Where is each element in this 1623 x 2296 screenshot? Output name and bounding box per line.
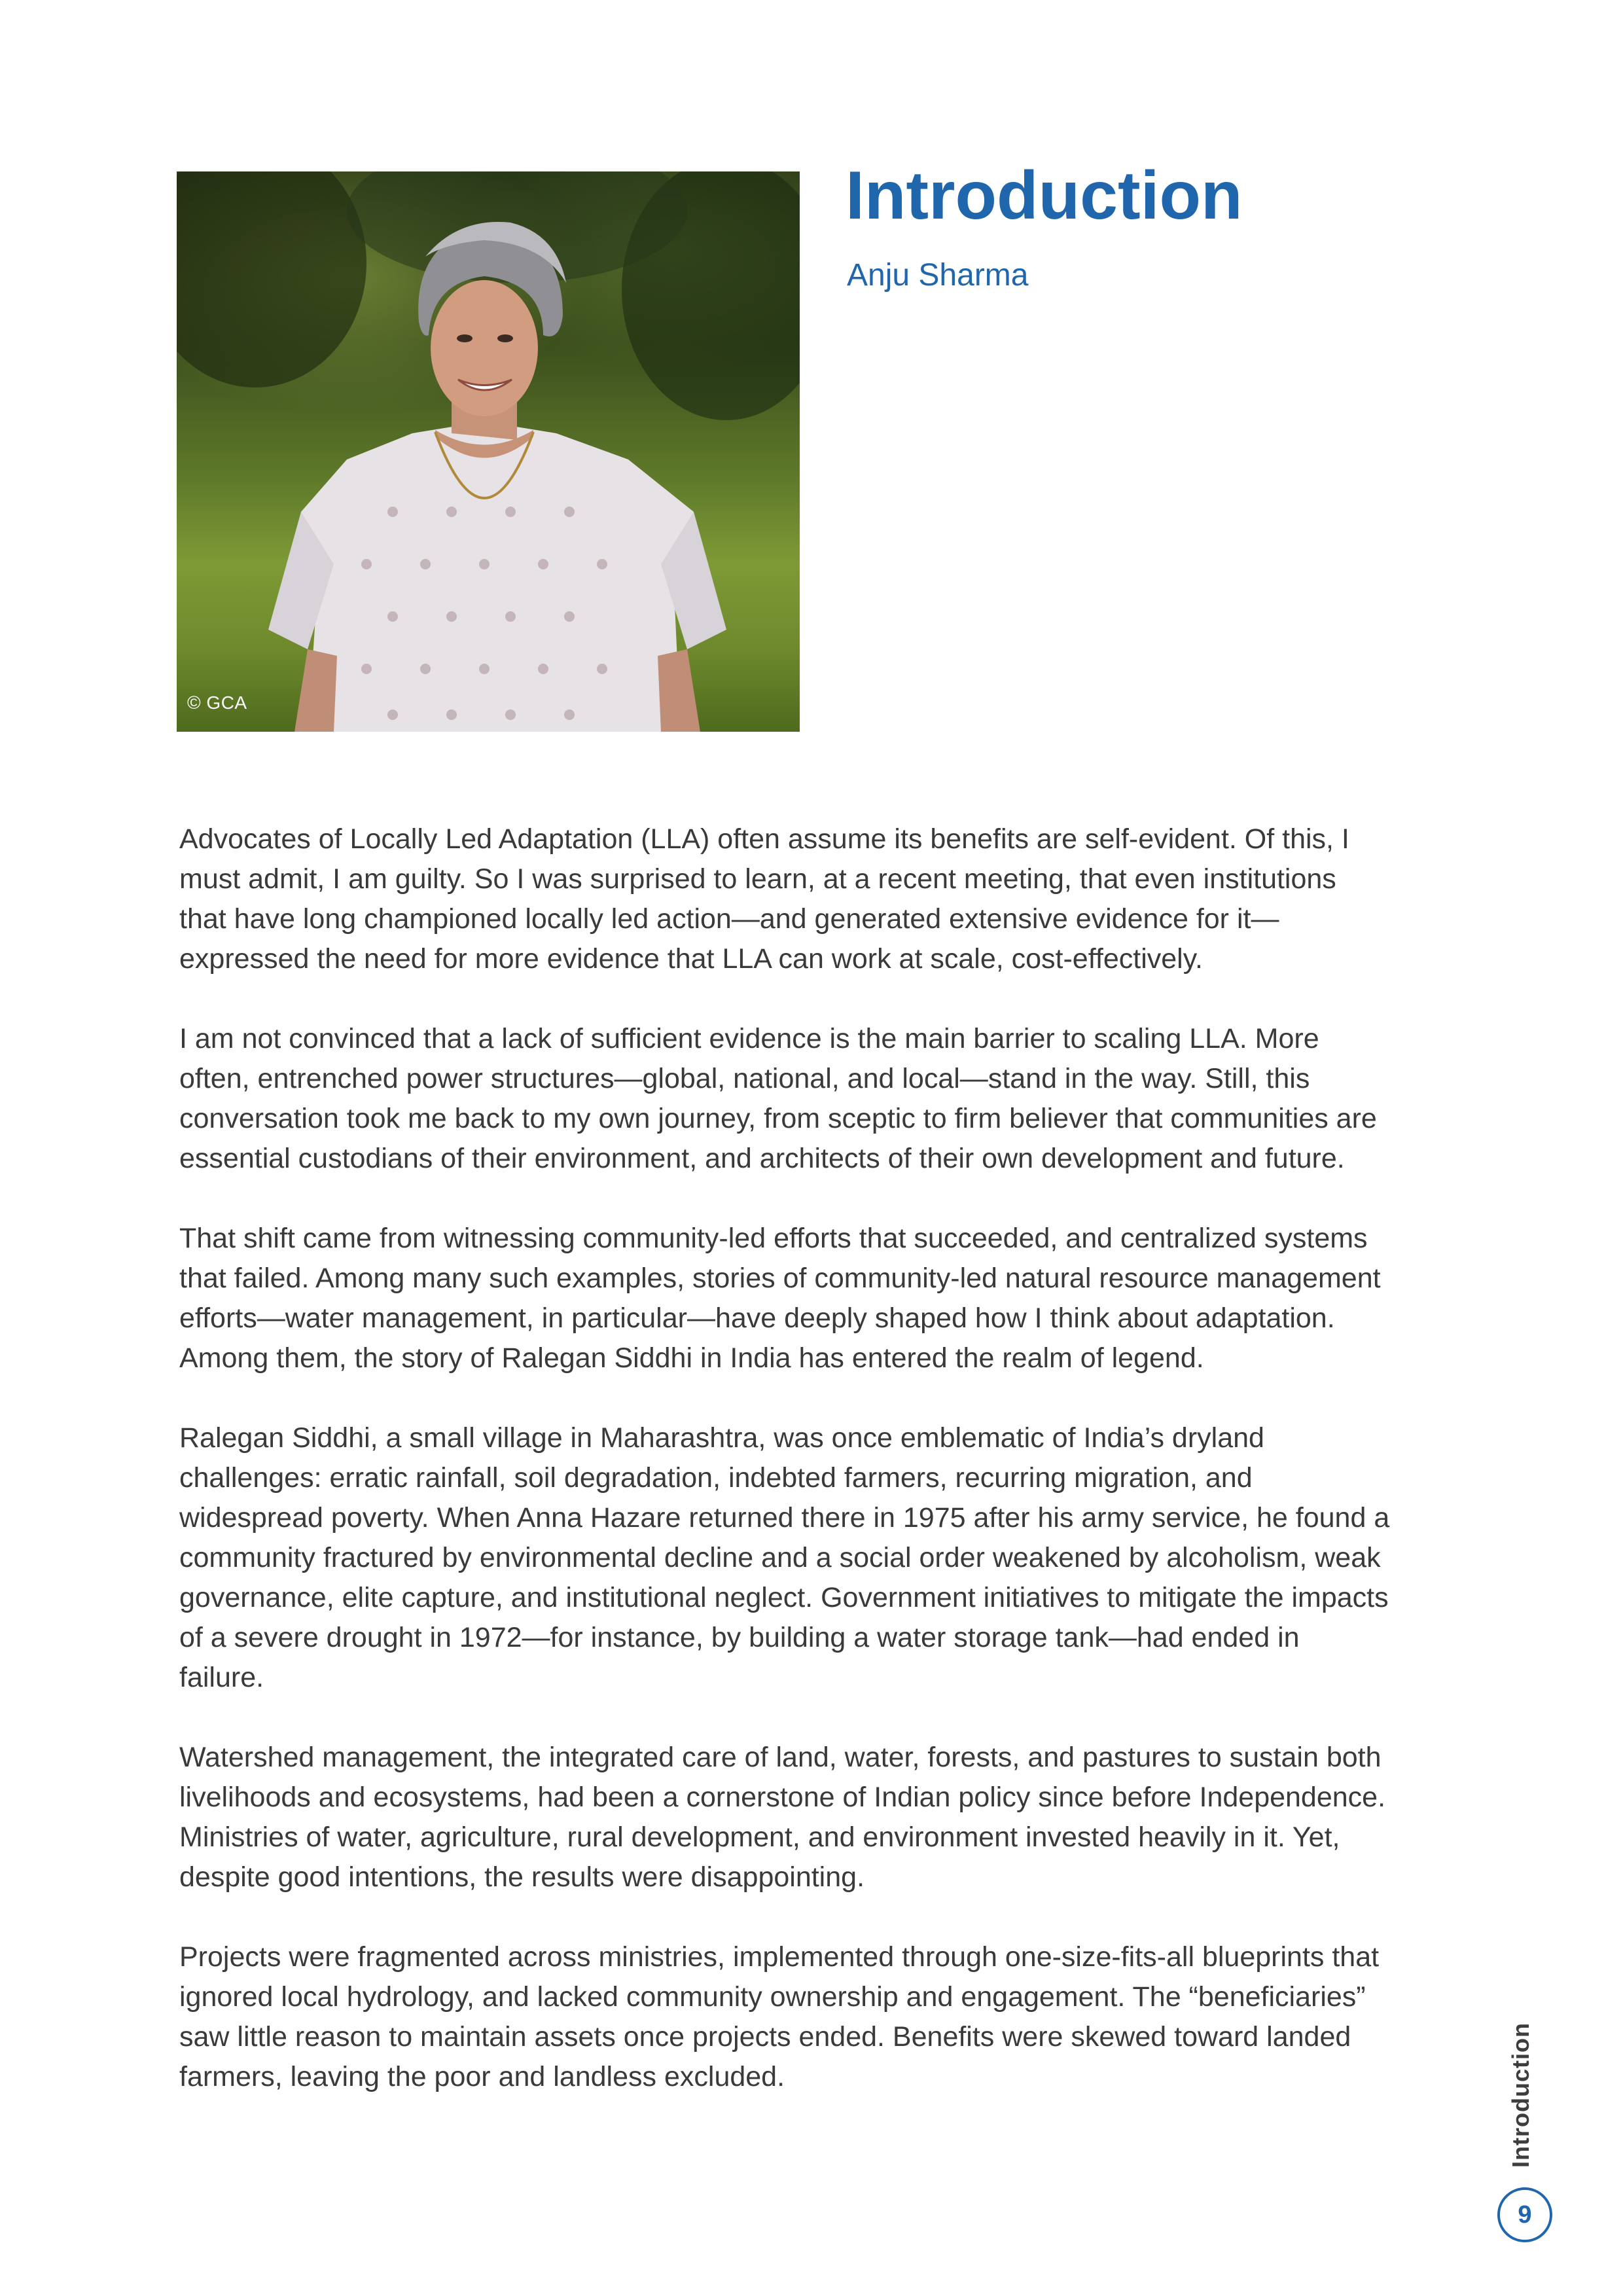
portrait-illustration — [177, 171, 800, 732]
author-portrait-photo — [177, 171, 800, 732]
paragraph-1: Advocates of Locally Led Adaptation (LLA) often assume its benefits are self-evident. Of this, I must admit, I am guilty. So I was surprised to learn, at a recent meeting, that even institutions that have long championed locally led action—and generated extensive evidence for it—expressed the need for more evidence that LLA can work at scale, cost-effectively. — [179, 823, 1349, 975]
photo-credit: © GCA — [187, 692, 247, 713]
section-side-label: Introduction — [1507, 2022, 1534, 2168]
paragraph-2: I am not convinced that a lack of sufficient evidence is the main barrier to scaling LLA. More often, entrenched power structures—global, national, and local—stand in the way. Still, this conversation took me back to my own journey, from sceptic to firm believer that communities are essential custodians of their environment, and architects of their own development and future. — [179, 1023, 1377, 1174]
paragraph-5: Watershed management, the integrated care of land, water, forests, and pastures to sustain both livelihoods and ecosystems, had been a cornerstone of Indian policy since before Independence. Ministries of water, agriculture, rural development, and environment invested heavily in it. Yet, despite good intentions, the results were disappointing. — [179, 1742, 1386, 1893]
page-title: Introduction — [846, 158, 1243, 234]
paragraph-6: Projects were fragmented across ministries, implemented through one-size-fits-all blueprints that ignored local hydrology, and lacked community ownership and engagement. The “beneficiaries” saw little reason to maintain assets once projects ended. Benefits were skewed toward landed farmers, leaving the poor and landless excluded. — [179, 1941, 1380, 2092]
author-name: Anju Sharma — [847, 258, 1029, 293]
paragraph-4: Ralegan Siddhi, a small village in Maharashtra, was once emblematic of India’s dryland challenges: erratic rainfall, soil degradation, indebted farmers, recurring migration, and widespread poverty. When Anna Hazare returned there in 1975 after his army service, he found a community fractured by environmental decline and a social order weakened by alcoholism, weak governance, elite capture, and institutional neglect. Government initiatives to mitigate the impacts of a severe drought in 1972—for instance, by building a water storage tank—had ended in failure. — [179, 1422, 1390, 1693]
page-number-badge: 9 — [1497, 2187, 1552, 2242]
body-text — [179, 819, 1390, 2137]
paragraph-3: That shift came from witnessing community-led efforts that succeeded, and centralized systems that failed. Among many such examples, stories of community-led natural resource management efforts—water management, in particular—have deeply shaped how I think about adaptation. Among them, the story of Ralegan Siddhi in India has entered the realm of legend. — [179, 1223, 1381, 1374]
